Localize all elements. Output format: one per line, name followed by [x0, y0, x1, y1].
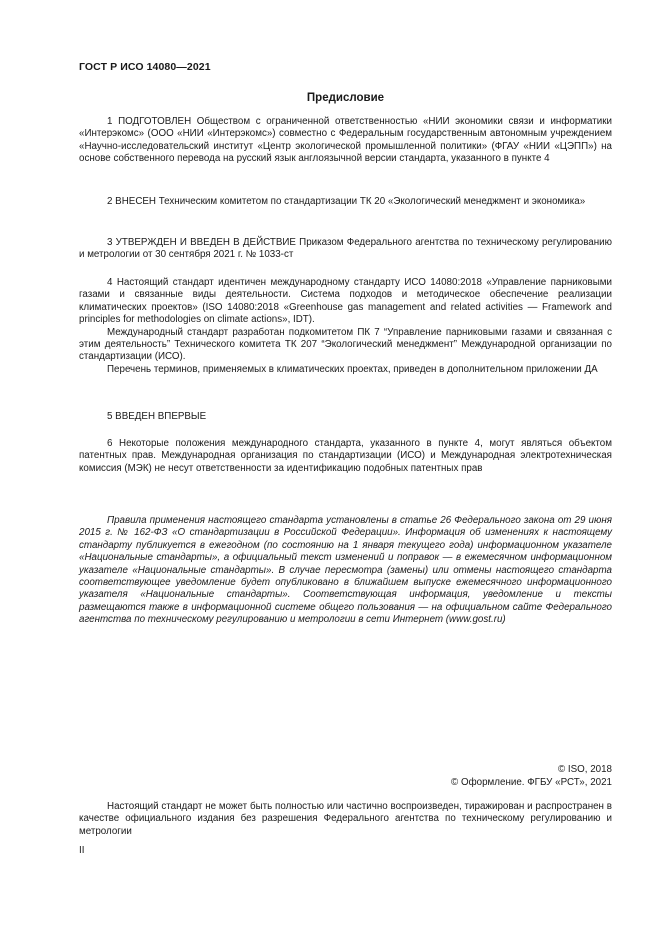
design-copyright: © Оформление. ФГБУ «РСТ», 2021 [451, 777, 612, 788]
section-1-text: 1 ПОДГОТОВЛЕН Обществом с ограниченной ответственностью «НИИ экономики связи и информатики «Интерэкомс» (ООО «НИИ «Интерэкомс») совместно с Федеральным государственным автономным учреждением «Научно-исследовательский институт «Центр экологической промышленной политики» (ФГАУ «НИИ «ЦЭПП») на основе собственного перевода на русский язык англоязычной версии стандарта, указанного в пункте 4 [79, 116, 612, 165]
copyright-block [451, 763, 612, 789]
notice-text: Правила применения настоящего стандарта установлены в статье 26 Федерального закона от 29 июня 2015 г. № 162-ФЗ «О стандартизации в Российской Федерации». Информация об изменениях к настоящему стандарту публикуется в ежегодном (по состоянию на 1 января текущего года) информационном указателе «Национальные стандарты», а официальный текст изменений и поправок — в ежемесячном информационном указателе «Национальные стандарты». В случае пересмотра (замены) или отмены настоящего стандарта соответствующее уведомление будет опубликовано в ближайшем выпуске ежемесячного информационного указателя «Национальные стандарты». Соответствующая информация, уведомление и тексты размещаются также в информационной системе общего пользования — на официальном сайте Федерального агентства по техническому регулированию и метрологии в сети Интернет (www.gost.ru) [79, 515, 612, 626]
reproduction-text: Настоящий стандарт не может быть полностью или частично воспроизведен, тиражирован и распространен в качестве официального издания без разрешения Федерального агентства по техническому регулированию и метрологии [79, 801, 612, 837]
preface-title: Предисловие [306, 92, 385, 104]
section-5 [79, 411, 612, 423]
section-3 [79, 237, 612, 262]
section-3-text: 3 УТВЕРЖДЕН И ВВЕДЕН В ДЕЙСТВИЕ Приказом Федерального агентства по техническому регулированию и метрологии от 30 сентября 2021 г. № 1033-ст [79, 237, 612, 261]
section-5-text: 5 ВВЕДЕН ВПЕРВЫЕ [107, 411, 207, 422]
iso-copyright: © ISO, 2018 [557, 764, 612, 775]
application-rules-notice [79, 515, 612, 627]
section-2 [79, 196, 612, 208]
section-4-paragraph-1: 4 Настоящий стандарт идентичен международному стандарту ИСО 14080:2018 «Управление парниковыми газами и связанные виды деятельности. Система подходов и методическое обеспечение реализации климатических проектов» (ISO 14080:2018 «Greenhouse gas management and related activities — Framework and principles for methodologies on climate actions», IDT). [79, 277, 612, 326]
reproduction-notice [79, 801, 612, 838]
section-4-paragraph-2: Международный стандарт разработан подкомитетом ПК 7 “Управление парниковыми газами и связанная с этим деятельность” Технического комитета ТК 207 “Экологический менеджмент” Международной организации по стандартизации (ИСО). [79, 326, 612, 363]
page-number: II [79, 845, 85, 856]
document-code-header: ГОСТ Р ИСО 14080—2021 [79, 61, 211, 73]
section-4-paragraph-3: Перечень терминов, применяемых в климатических проектах, приведен в дополнительном приложении ДА [107, 363, 598, 375]
section-6 [79, 438, 612, 475]
section-2-text: 2 ВНЕСЕН Техническим комитетом по стандартизации ТК 20 «Экологический менеджмент и экономика» [107, 196, 586, 207]
section-1 [79, 116, 612, 166]
section-6-text: 6 Некоторые положения международного стандарта, указанного в пункте 4, могут являться объектом патентных прав. Международная организация по стандартизации (ИСО) и Международная электротехническая комиссия (МЭК) не несут ответственности за идентификацию подобных патентных прав [79, 438, 612, 474]
section-4 [79, 277, 612, 376]
